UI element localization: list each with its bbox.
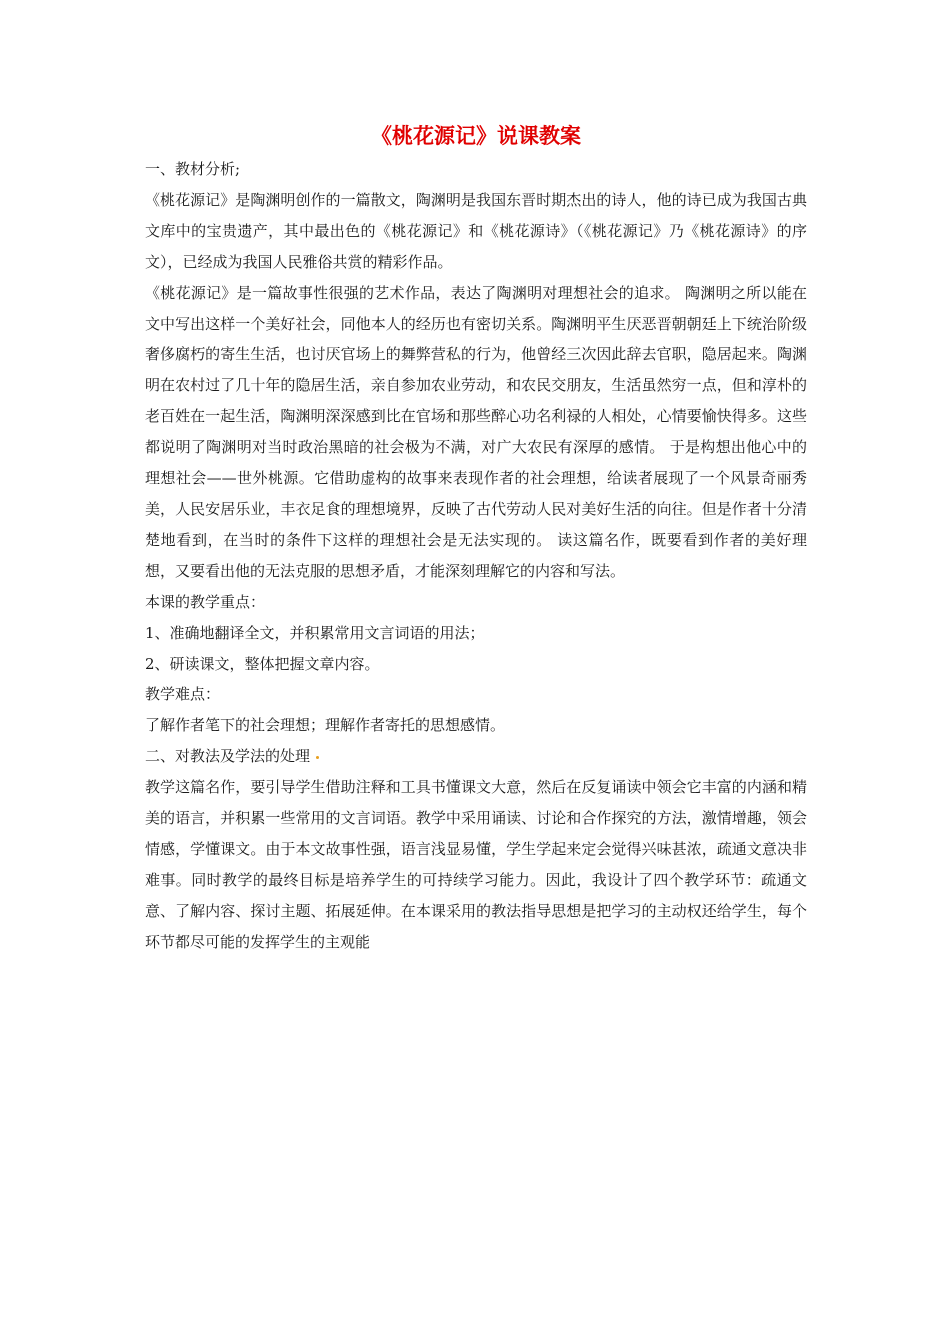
key-point-1: 1、准确地翻译全文，并积累常用文言词语的用法； [145,623,485,642]
section-heading-methods-text: 二、对教法及学法的处理 [145,747,311,766]
heading-key-points: 本课的教学重点： [145,592,266,611]
paragraph-intro: 《桃花源记》是陶渊明创作的一篇散文，陶渊明是我国东晋时期杰出的诗人，他的诗已成为我国古典文库中的宝贵遗产，其中最出色的《桃花源记》和《桃花源诗》（《桃花源记》乃《桃花源诗》的序文），已经成为我国人民雅俗共赏的精彩作品。 [145,190,807,271]
section-heading-textbook-analysis: 一、教材分析; [145,160,241,178]
document-title: 《桃花源记》说课教案 [371,124,581,148]
paragraph-analysis: 《桃花源记》是一篇故事性很强的艺术作品，表达了陶渊明对理想社会的追求。 陶渊明之所以能在文中写出这样一个美好社会，同他本人的经历也有密切关系。陶渊明平生厌恶晋朝朝廷上下统治阶级奢侈腐朽的寄生生活，也讨厌官场上的舞弊营私的行为，他曾经三次因此辞去官职，隐居起来。陶渊明在农村过了几十年的隐居生活，亲自参加农业劳动，和农民交朋友，生活虽然穷一点，但和淳朴的老百姓在一起生活，陶渊明深深感到比在官场和那些醉心功名利禄的人相处，心情要愉快得多。这些都说明了陶渊明对当时政治黑暗的社会极为不满，对广大农民有深厚的感情。 于是构想出他心中的理想社会——世外桃源。它借助虚构的故事来表现作者的社会理想，给读者展现了一个风景奇丽秀美，人民安居乐业，丰衣足食的理想境界，反映了古代劳动人民对美好生活的向往。但是作者十分清楚地看到，在当时的条件下这样的理想社会是无法实现的。 读这篇名作，既要看到作者的美好理想，又要看出他的无法克服的思想矛盾，才能深刻理解它的内容和写法。 [145,283,807,580]
key-point-2: 2、研读课文，整体把握文章内容。 [145,654,380,673]
document-page [145,118,807,958]
paragraph-methods: 教学这篇名作，要引导学生借助注释和工具书懂课文大意，然后在反复诵读中领会它丰富的内涵和精美的语言，并积累一些常用的文言词语。教学中采用诵读、讨论和合作探究的方法，激情增趣，领会情感，学懂课文。由于本文故事性强，语言浅显易懂，学生学起来定会觉得兴味甚浓，疏通文意决非难事。同时教学的最终目标是培养学生的可持续学习能力。因此，我设计了四个教学环节：疏通文意、了解内容、探讨主题、拓展延伸。在本课采用的教法指导思想是把学习的主动权还给学生，每个环节都尽可能的发挥学生的主观能 [145,778,807,951]
difficulty-text: 了解作者笔下的社会理想；理解作者寄托的思想感情。 [145,716,506,735]
section-heading-methods [145,741,807,772]
mark-dot [316,756,319,759]
heading-difficulties: 教学难点： [145,685,221,704]
